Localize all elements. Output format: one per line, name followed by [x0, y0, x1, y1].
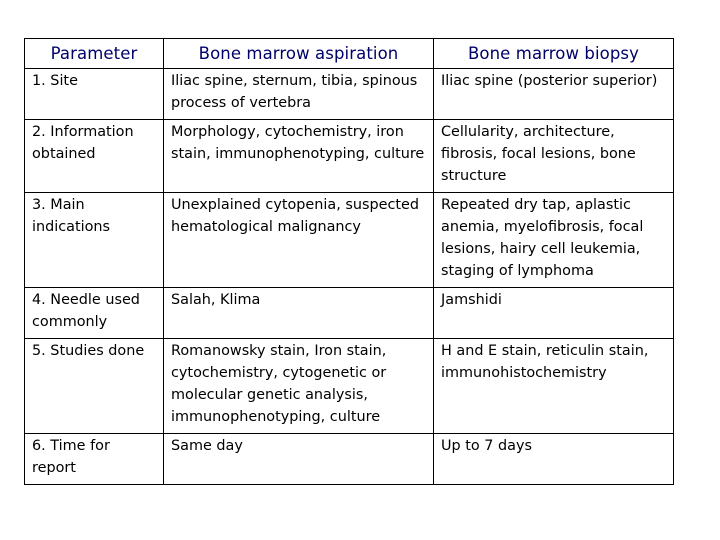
- cell-aspiration: Unexplained cytopenia, suspected hematological malignancy: [164, 193, 434, 288]
- cell-biopsy: Up to 7 days: [434, 434, 674, 485]
- cell-parameter: 1. Site: [25, 69, 164, 120]
- table-row: [25, 193, 674, 288]
- table-row: [25, 288, 674, 339]
- header-bone-marrow-aspiration: Bone marrow aspiration: [164, 39, 434, 69]
- cell-biopsy: Iliac spine (posterior superior): [434, 69, 674, 120]
- table-row: [25, 434, 674, 485]
- table-row: [25, 69, 674, 120]
- comparison-table: [24, 38, 674, 485]
- table-row: [25, 339, 674, 434]
- table-body: [25, 69, 674, 485]
- header-row: [25, 39, 674, 69]
- cell-aspiration: Iliac spine, sternum, tibia, spinous process of vertebra: [164, 69, 434, 120]
- cell-biopsy: Jamshidi: [434, 288, 674, 339]
- cell-aspiration: Romanowsky stain, Iron stain, cytochemistry, cytogenetic or molecular genetic analysis, immunophenotyping, culture: [164, 339, 434, 434]
- cell-aspiration: Same day: [164, 434, 434, 485]
- header-parameter: Parameter: [25, 39, 164, 69]
- cell-parameter: 2. Information obtained: [25, 120, 164, 193]
- cell-biopsy: Cellularity, architecture, fibrosis, focal lesions, bone structure: [434, 120, 674, 193]
- cell-biopsy: Repeated dry tap, aplastic anemia, myelofibrosis, focal lesions, hairy cell leukemia, staging of lymphoma: [434, 193, 674, 288]
- cell-parameter: 6. Time for report: [25, 434, 164, 485]
- cell-aspiration: Morphology, cytochemistry, iron stain, immunophenotyping, culture: [164, 120, 434, 193]
- cell-aspiration: Salah, Klima: [164, 288, 434, 339]
- cell-parameter: 5. Studies done: [25, 339, 164, 434]
- cell-parameter: 3. Main indications: [25, 193, 164, 288]
- header-bone-marrow-biopsy: Bone marrow biopsy: [434, 39, 674, 69]
- table-header: [25, 39, 674, 69]
- table-row: [25, 120, 674, 193]
- cell-biopsy: H and E stain, reticulin stain, immunohistochemistry: [434, 339, 674, 434]
- cell-parameter: 4. Needle used commonly: [25, 288, 164, 339]
